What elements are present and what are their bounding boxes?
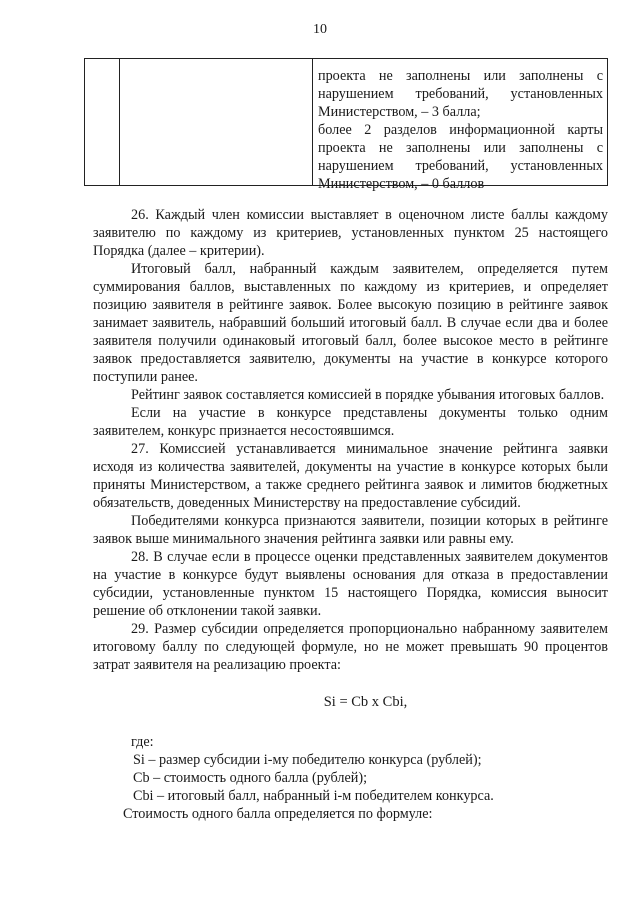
table-cell-scoring — [313, 59, 607, 192]
definition-item: Cbi – итоговый балл, набранный i-м победителем конкурса. — [133, 788, 494, 804]
paragraph-26: 26. Каждый член комиссии выставляет в оценочном листе баллы каждому заявителю по каждому из критериев, установленных пунктом 25 настоящего Порядка (далее – критерии). — [93, 207, 608, 259]
paragraph-rating: Рейтинг заявок составляется комиссией в порядке убывания итоговых баллов. — [131, 387, 605, 403]
closing-line: Стоимость одного балла определяется по формуле: — [123, 806, 433, 822]
definitions-where: где: — [131, 734, 154, 750]
scoring-line: Министерством, – 0 баллов — [318, 176, 485, 192]
paragraph-29: 29. Размер субсидии определяется пропорционально набранному заявителем итоговому баллу по следующей формуле, но не может превышать 90 процентов затрат заявителя на реализацию проекта: — [93, 621, 608, 673]
criteria-table-fragment — [84, 58, 608, 192]
paragraph-27: 27. Комиссией устанавливается минимальное значение рейтинга заявки исходя из количества заявителей, документы на участие в конкурсе которых были приняты Министерством, а также среднего рейтинга заявок и лимитов бюджетных обязательств, доведенных Министерству на предоставление субсидий. — [93, 441, 608, 511]
subsidy-formula: Si = Cb x Cbi, — [323, 694, 408, 710]
paragraph-winners: Победителями конкурса признаются заявители, позиции которых в рейтинге заявок выше минимального значения рейтинга заявки или равны ему. — [93, 513, 608, 547]
table-cell-number — [85, 59, 120, 185]
document-body — [93, 206, 608, 823]
table-cell-criterion — [120, 59, 313, 185]
paragraph-28: 28. В случае если в процессе оценки представленных заявителем документов на участие в конкурсе будут выявлены основания для отказа в предоставлении субсидии, установленные пунктом 15 настоящего Порядка, комиссия выносит решение об отклонении такой заявки. — [93, 549, 608, 619]
page-number: 10 — [313, 22, 327, 37]
scoring-line: нарушением требований, установленных — [318, 86, 603, 102]
scoring-line: проекта не заполнены или заполнены с — [318, 140, 603, 156]
scoring-line: Министерством, – 3 балла; — [318, 104, 481, 120]
scoring-line: нарушением требований, установленных — [318, 158, 603, 174]
paragraph-total-score: Итоговый балл, набранный каждым заявителем, определяется путем суммирования баллов, выставленных по каждому из критериев, и определяет позицию заявителя в рейтинге заявок. Более высокую позицию в рейтинге заявок занимает заявитель, набравший больший итоговый балл. В случае если два и более заявителя получили одинаковый итоговый балл, более высокое место в рейтинге заявок предоставляется заявителю, документы на участие в конкурсе которого поступили ранее. — [93, 261, 608, 385]
paragraph-single-applicant: Если на участие в конкурсе представлены документы только одним заявителем, конкурс признается несостоявшимся. — [93, 405, 608, 439]
definition-item: Si – размер субсидии i-му победителю конкурса (рублей); — [133, 752, 482, 768]
scoring-line: более 2 разделов информационной карты — [318, 122, 603, 138]
definition-item: Cb – стоимость одного балла (рублей); — [133, 770, 368, 786]
scoring-line: проекта не заполнены или заполнены с — [318, 68, 603, 84]
